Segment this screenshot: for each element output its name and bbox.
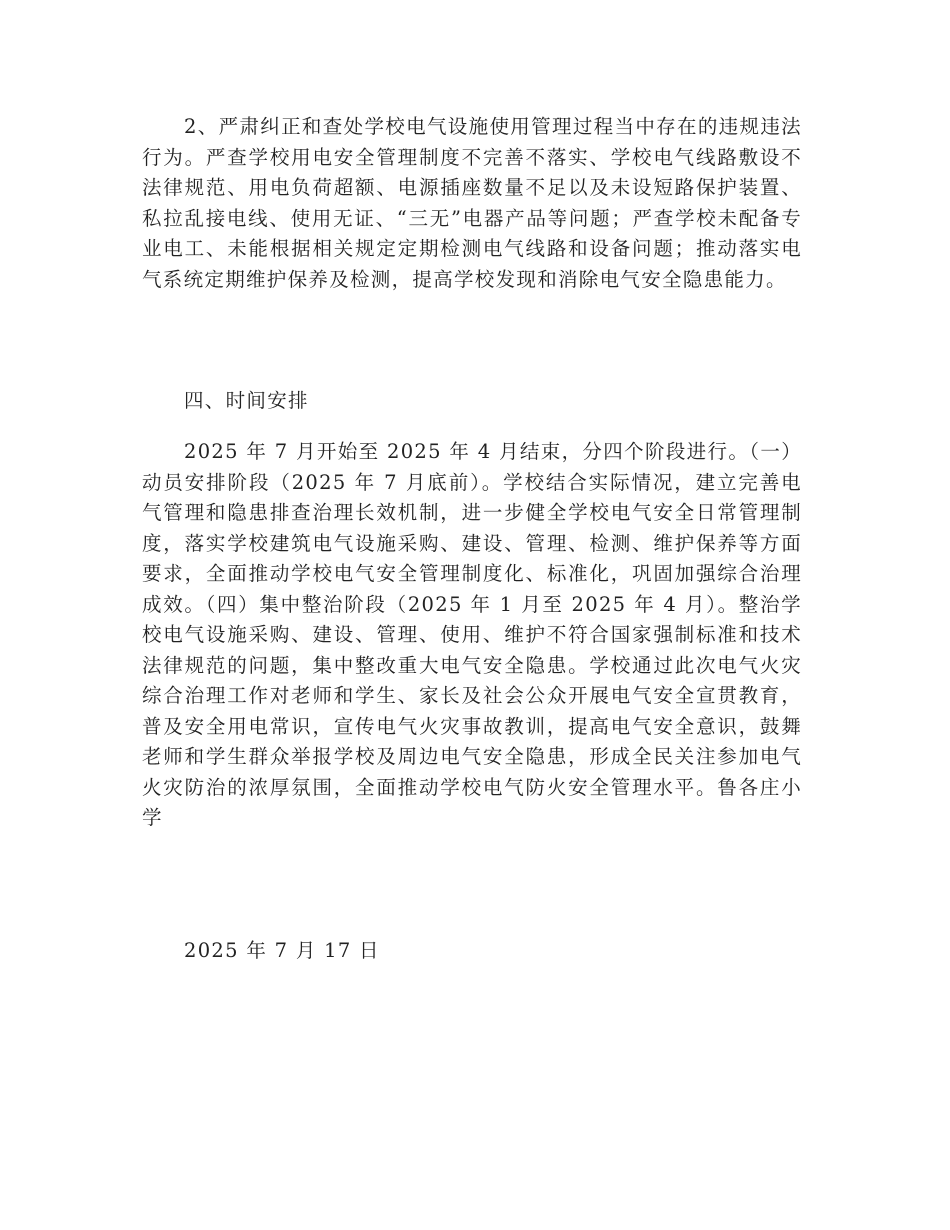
section-heading-schedule: 四、时间安排 [184, 389, 309, 412]
document-date: 2025 年 7 月 17 日 [184, 939, 380, 962]
paragraph-schedule-details: 2025 年 7 月开始至 2025 年 4 月结束，分四个阶段进行。（一）动员安排阶段（2025 年 7 月底前）。学校结合实际情况，建立完善电气管理和隐患排查治理长效机制，进一步健全学校电气安全日常管理制度，落实学校建筑电气设施采购、建设、管理、检测、维护保养等方面要求，全面推动学校电气安全管理制度化、标准化，巩固加强综合治理成效。（四）集中整治阶段（2025 年 1 月至 2025 年 4 月）。整治学校电气设施采购、建设、管理、使用、维护不符合国家强制标准和技术法律规范的问题，集中整改重大电气安全隐患。学校通过此次电气火灾综合治理工作对老师和学生、家长及社会公众开展电气安全宣贯教育，普及安全用电常识，宣传电气火灾事故教训，提高电气安全意识，鼓舞老师和学生群众举报学校及周边电气安全隐患，形成全民关注参加电气火灾防治的浓厚氛围，全面推动学校电气防火安全管理水平。鲁各庄小学 [142, 440, 802, 829]
paragraph-violation-rectification: 2、严肃纠正和查处学校电气设施使用管理过程当中存在的违规违法行为。严查学校用电安全管理制度不完善不落实、学校电气线路敷设不法律规范、用电负荷超额、电源插座数量不足以及未设短路保护装置、私拉乱接电线、使用无证、“三无”电器产品等问题；严查学校未配备专业电工、未能根据相关规定定期检测电气线路和设备问题；推动落实电气系统定期维护保养及检测，提高学校发现和消除电气安全隐患能力。 [142, 115, 802, 291]
